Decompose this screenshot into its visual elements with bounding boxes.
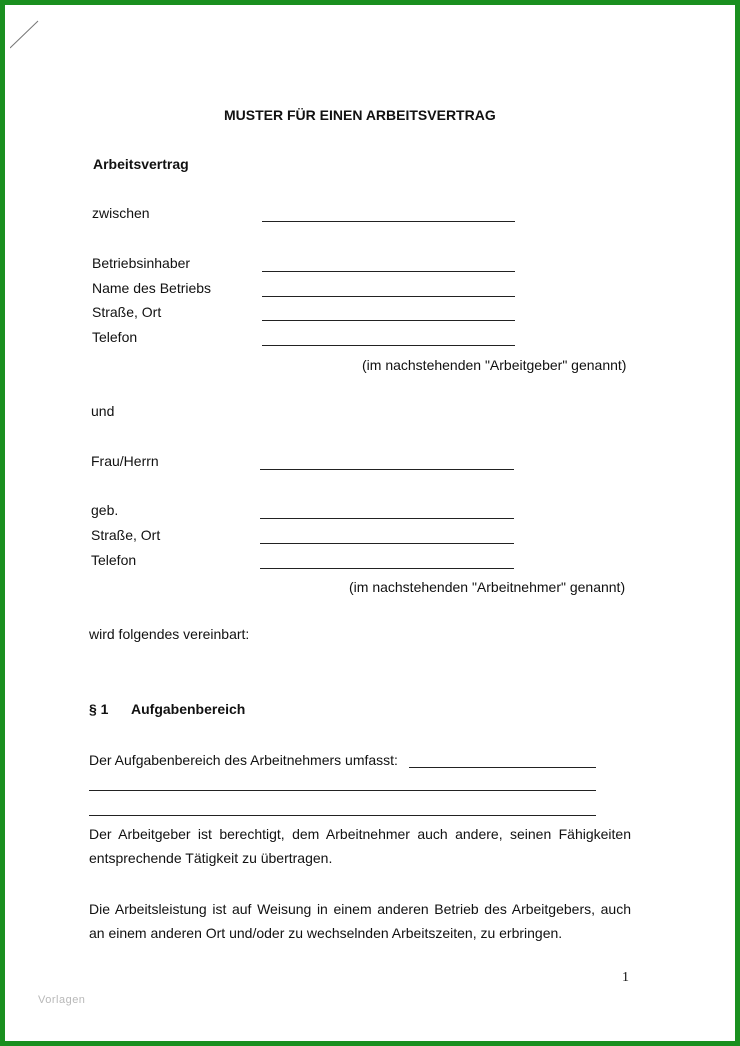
agreement-intro: wird folgendes vereinbart: bbox=[89, 626, 250, 642]
document-heading: MUSTER FÜR EINEN ARBEITSVERTRAG bbox=[224, 107, 496, 123]
employer-note: (im nachstehenden "Arbeitgeber" genannt) bbox=[362, 357, 627, 373]
employee-field-label: Straße, Ort bbox=[91, 527, 161, 543]
employer-field-label: Straße, Ort bbox=[92, 304, 162, 320]
task-label: Der Aufgabenbereich des Arbeitnehmers umfasst: bbox=[89, 752, 398, 768]
page-number: 1 bbox=[622, 970, 629, 985]
task-blank-line bbox=[89, 815, 596, 816]
employer-field-label: Betriebsinhaber bbox=[92, 255, 191, 271]
employee-name-label: Frau/Herrn bbox=[91, 453, 159, 469]
zwischen-blank bbox=[262, 221, 515, 222]
task-blank-line bbox=[89, 790, 596, 791]
zwischen-label: zwischen bbox=[92, 205, 150, 221]
employee-field-blank bbox=[260, 568, 514, 569]
employer-field-blank bbox=[262, 271, 515, 272]
employee-field-blank bbox=[260, 543, 514, 544]
employee-field-label: Telefon bbox=[91, 552, 137, 568]
watermark: Vorlagen bbox=[38, 994, 86, 1006]
employee-field-label: geb. bbox=[91, 502, 119, 518]
und-label: und bbox=[91, 403, 115, 419]
employee-note: (im nachstehenden "Arbeitnehmer" genannt) bbox=[349, 579, 626, 595]
employer-field-label: Telefon bbox=[92, 329, 138, 345]
employee-name-blank bbox=[260, 469, 514, 470]
employer-field-blank bbox=[262, 320, 515, 321]
employee-field-blank bbox=[260, 518, 514, 519]
employer-field-label: Name des Betriebs bbox=[92, 280, 212, 296]
employer-field-blank bbox=[262, 296, 515, 297]
scan-mark bbox=[10, 20, 40, 50]
section-number: § 1 bbox=[89, 701, 109, 717]
document-subheading: Arbeitsvertrag bbox=[93, 156, 189, 172]
task-blank bbox=[409, 767, 596, 768]
paragraph-reassignment: Der Arbeitgeber ist berechtigt, dem Arbeitnehmer auch andere, seinen Fähigkeiten entsprechende Tätigkeit zu übertragen. bbox=[89, 826, 631, 866]
employer-field-blank bbox=[262, 345, 515, 346]
section-title: Aufgabenbereich bbox=[131, 701, 246, 717]
paragraph-work-location: Die Arbeitsleistung ist auf Weisung in einem anderen Betrieb des Arbeitgebers, auch an einem anderen Ort und/oder zu wechselnden Arbeitszeiten, zu erbringen. bbox=[89, 901, 631, 941]
